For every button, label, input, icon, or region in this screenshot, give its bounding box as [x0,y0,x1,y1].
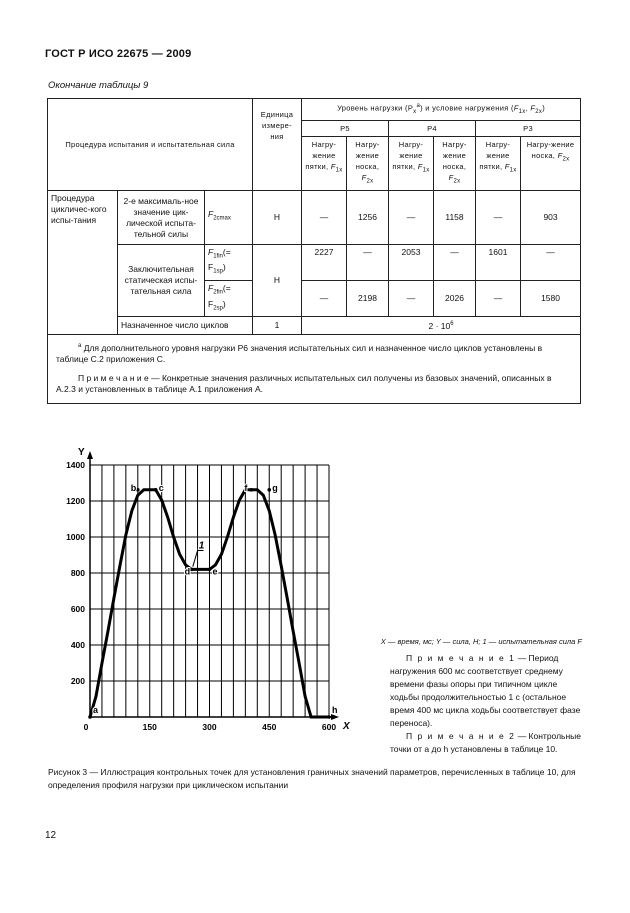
row3-unit: 1 [253,317,302,335]
table-cell: 2227 [302,244,347,280]
table-cell: — [389,280,434,316]
chart-grid [90,465,329,717]
page-number: 12 [45,830,57,841]
header-level-p4: P4 [389,121,476,137]
x-tick-label: 300 [202,722,217,732]
table-cell: — [476,190,521,244]
table-cell: — [302,190,347,244]
control-point-label-f: f [244,482,248,493]
table-cell: — [434,244,476,280]
y-tick-label: 600 [70,604,85,614]
y-tick-label: 1000 [66,532,85,542]
x-tick-label: 600 [321,722,337,732]
header-unit: Единица измере-ния [253,99,302,191]
table-cell: — [476,280,521,316]
x-tick-label: 0 [83,722,89,732]
table-cell: — [521,244,581,280]
row2-symbol-1: $F_{1fin}(= F_{1sp})$ [205,244,253,280]
figure-note-1: П р и м е ч а н и е 1 — Период нагружения 600 мс соответствует среднему времени фазы опоры при типичном цикле ходьбы продолжительностью 1 с (остальное время 400 мс цикла ходьбы соответствует фазе переноса). [390,653,581,728]
row2-symbol-2: $F_{2fin}(= F_{2sp})$ [205,280,253,316]
load-profile-chart [55,438,355,738]
control-point-g [267,488,271,492]
document-header: ГОСТ Р ИСО 22675 — 2009 [45,48,192,60]
row-group-label: Процедура цикличес-кого испы-тания [48,190,118,335]
control-point-label-c: c [158,482,164,493]
control-point-c [154,488,158,492]
row3-value: $2 \cdot 10^6$ [302,317,581,335]
header-toe: Нагру-жение носка, $F_{2x}$ [521,137,581,191]
figure-notes [390,652,582,756]
y-axis-label: Y [78,447,85,458]
figure-note-2: П р и м е ч а н и е 2 — Контрольные точки от a до h установлены в таблице 10. [390,731,582,754]
table-cell: 1158 [434,190,476,244]
chart-legend: X — время, мс; Y — сила, Н; 1 — испытательная сила F [380,637,582,646]
x-axis-label: X [343,721,350,732]
row1-unit: Н [253,190,302,244]
row2-desc: Заключительная статическая испы-тательная сила [118,244,205,317]
header-toe: Нагру-жение носка, $F_{2x}$ [434,137,476,191]
figure-caption: Рисунок 3 — Иллюстрация контрольных точек для установления граничных значений параметров, перечисленных в таблице 10, для определения профиля нагрузки при циклическом испытании [48,767,576,790]
control-point-h [327,715,331,719]
y-tick-label: 1200 [66,496,85,506]
table-cell: 2053 [389,244,434,280]
y-tick-label: 200 [70,676,85,686]
row2-unit: Н [253,244,302,317]
control-point-b [136,488,140,492]
curve-leader-line [193,551,198,567]
header-level-p5: P5 [302,121,389,137]
row3-desc: Назначенное число циклов [118,317,253,335]
table-cell: 2026 [434,280,476,316]
table-cell: 1580 [521,280,581,316]
table-cell: 903 [521,190,581,244]
table-caption: Окончание таблицы 9 [48,80,149,91]
chart-ticks [66,447,351,732]
table-cell: — [302,280,347,316]
table-cell: 2198 [347,280,389,316]
control-point-f [250,488,254,492]
y-axis-arrow [87,451,93,459]
control-point-a [88,715,92,719]
x-tick-label: 450 [262,722,277,732]
table-notes [48,335,581,404]
header-level-p3: P3 [476,121,581,137]
y-tick-label: 400 [70,640,85,650]
table-cell: 1256 [347,190,389,244]
x-tick-label: 150 [142,722,157,732]
control-point-label-d: d [184,566,191,577]
header-heel: Нагру-жение пятки, $F_{1x}$ [302,137,347,191]
y-tick-label: 1400 [66,460,85,470]
table-note: П р и м е ч а н и е — Конкретные значения различных испытательных сил получены из базовых значений, описанных в А.2.3 и установленных в таблице А.1 приложения А. [56,373,552,395]
curve-label: 1 [198,540,205,552]
control-point-d [190,568,194,572]
table-footnote: $^a$ Для дополнительного уровня нагрузки P6 значения испытательных сил и назначенное число циклов установлены в таблице С.2 приложения С. [56,343,543,365]
header-heel: Нагру-жение пятки, $F_{1x}$ [476,137,521,191]
header-toe: Нагру-жение носка, $F_{2x}$ [347,137,389,191]
header-procedure: Процедура испытания и испытательная сила [48,99,253,191]
header-heel: Нагру-жение пятки, $F_{1x}$ [389,137,434,191]
control-point-label-h: h [332,705,338,715]
table-cell: — [347,244,389,280]
row1-desc: 2-е максималь-ное значение цик-лической испыта-тельной силы [118,190,205,244]
table-cell: 1601 [476,244,521,280]
control-point-e [208,568,212,572]
table-cell: — [389,190,434,244]
y-tick-label: 800 [70,568,85,578]
row1-symbol: $F_{2cmax}$ [205,190,253,244]
header-load-level: Уровень нагрузки $(P_x^a)$ и условие нагружения ($F_{1x}$, $F_{2x}$) [302,99,581,121]
test-forces-table [47,98,581,404]
control-point-label-g: g [272,482,278,493]
control-point-label-e: e [212,566,218,577]
control-point-label-a: a [93,705,99,715]
control-point-label-b: b [130,482,137,493]
